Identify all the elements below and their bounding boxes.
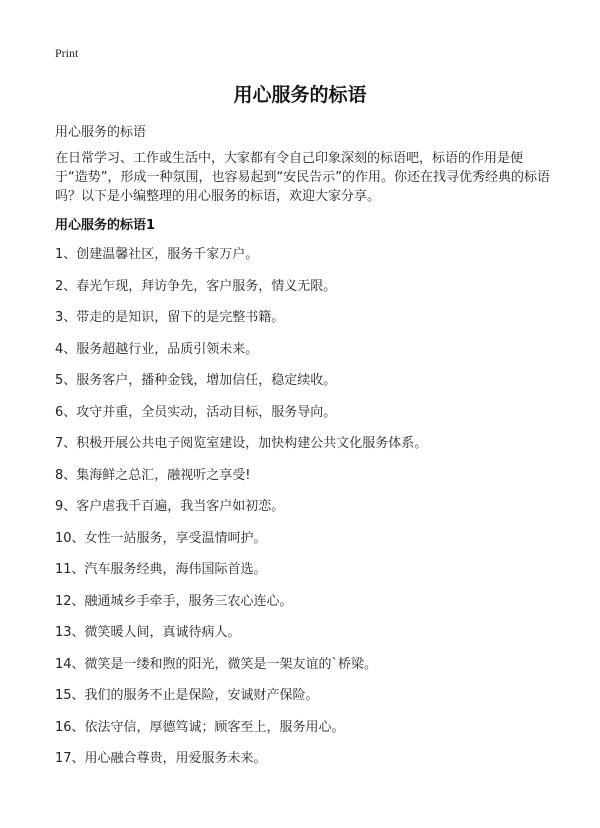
list-item: 9、客户虐我千百遍，我当客户如初恋。 bbox=[55, 499, 285, 514]
list-item: 5、服务客户，播种金钱，增加信任，稳定续收。 bbox=[55, 373, 337, 388]
list-item: 8、集海鲜之总汇，融视听之享受! bbox=[55, 467, 251, 483]
list-item: 4、服务超越行业，品质引领未来。 bbox=[55, 341, 259, 357]
list-item: 15、我们的服务不止是保险，安诚财产保险。 bbox=[55, 688, 319, 703]
slogan-list bbox=[55, 245, 555, 781]
list-item: 12、融通城乡手牵手，服务三农心连心。 bbox=[55, 593, 293, 609]
list-item: 14、微笑是一缕和煦的阳光，微笑是一架友谊的`桥梁。 bbox=[55, 656, 378, 672]
list-item: 16、依法守信，厚德笃诚；顾客至上，服务用心。 bbox=[55, 719, 345, 735]
list-item: 13、微笑暖人间，真诚待病人。 bbox=[55, 625, 241, 640]
list-item: 10、女性一站服务，享受温情呵护。 bbox=[55, 530, 267, 546]
intro-paragraph: 在日常学习、工作或生活中，大家都有令自己印象深刻的标语吧，标语的作用是便于“造势”，形成一种氛围，也容易起到“安民告示”的作用。你还在找寻优秀经典的标语吗？以下是小编整理的用心服务的标语，欢迎大家分享。 bbox=[55, 151, 550, 204]
print-link[interactable]: Print bbox=[55, 46, 79, 60]
list-item: 3、带走的是知识，留下的是完整书籍。 bbox=[55, 310, 285, 325]
list-item: 11、汽车服务经典，海伟国际首选。 bbox=[55, 562, 267, 577]
list-item: 17、用心融合尊贵，用爱服务未来。 bbox=[55, 751, 267, 766]
list-item: 1、创建温馨社区，服务千家万户。 bbox=[55, 247, 259, 262]
list-item: 2、春光乍现，拜访争先，客户服务，情义无限。 bbox=[55, 278, 337, 294]
document-subtitle: 用心服务的标语 bbox=[55, 125, 147, 140]
list-item: 7、积极开展公共电子阅览室建设，加快构建公共文化服务体系。 bbox=[55, 436, 428, 451]
page-title: 用心服务的标语 bbox=[233, 84, 367, 106]
section-heading: 用心服务的标语1 bbox=[55, 218, 156, 233]
list-item: 6、攻守并重，全员实动，活动目标，服务导向。 bbox=[55, 404, 337, 420]
